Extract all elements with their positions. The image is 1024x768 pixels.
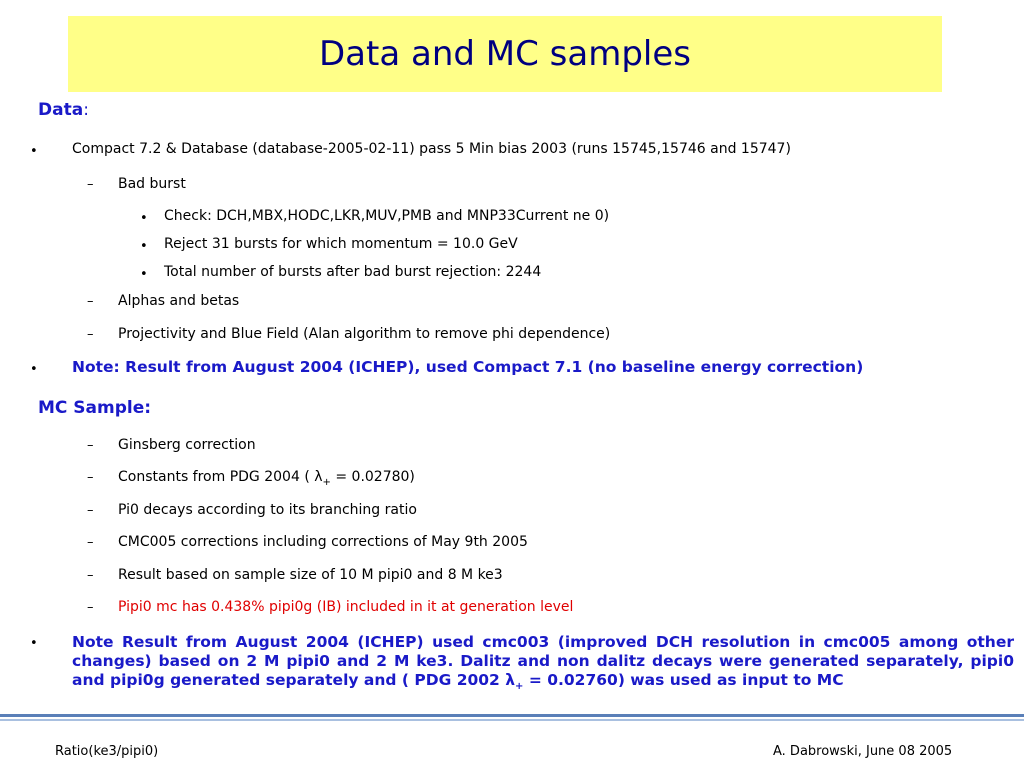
title-banner <box>68 16 942 92</box>
note-mc-tail: = 0.02760) was used as input to MC <box>523 671 844 689</box>
note-mc <box>72 633 1014 696</box>
constants-text: Constants from PDG 2004 ( λ <box>118 469 323 485</box>
bad-burst-item: Bad burst <box>118 176 186 192</box>
bullet-marker: • <box>140 239 148 254</box>
note-data: Note: Result from August 2004 (ICHEP), used Compact 7.1 (no baseline energy correction) <box>72 358 864 376</box>
dash-marker: – <box>87 327 94 342</box>
data-bullet-compact: Compact 7.2 & Database (database-2005-02-11) pass 5 Min bias 2003 (runs 15745,15746 and 15747) <box>72 141 791 157</box>
data-heading <box>38 100 89 120</box>
bullet-marker: • <box>140 267 148 282</box>
result-size-item: Result based on sample size of 10 M pipi0 and 8 M ke3 <box>118 567 503 583</box>
check-item: Check: DCH,MBX,HODC,LKR,MUV,PMB and MNP33Current ne 0) <box>164 208 610 224</box>
dash-marker: – <box>87 568 94 583</box>
dash-marker: – <box>87 294 94 309</box>
constants-item <box>118 469 415 488</box>
cmc005-item: CMC005 corrections including corrections of May 9th 2005 <box>118 534 528 550</box>
slide-title: Data and MC samples <box>319 34 691 74</box>
bullet-marker: • <box>30 144 38 159</box>
alphas-item: Alphas and betas <box>118 293 240 309</box>
mc-heading: MC Sample: <box>38 398 152 418</box>
dash-marker: – <box>87 470 94 485</box>
dash-marker: – <box>87 503 94 518</box>
footer-rule <box>0 714 1024 717</box>
note-mc-subscript: + <box>515 681 524 693</box>
bullet-marker: • <box>30 636 38 651</box>
dash-marker: – <box>87 600 94 615</box>
footer-left: Ratio(ke3/pipi0) <box>55 744 159 759</box>
reject-item: Reject 31 bursts for which momentum = 10.0 GeV <box>164 236 518 252</box>
pi0-decays-item: Pi0 decays according to its branching ratio <box>118 502 417 518</box>
footer-right: A. Dabrowski, June 08 2005 <box>773 744 953 759</box>
lambda-subscript: + <box>322 476 331 488</box>
footer-rule-light <box>0 719 1024 721</box>
note-mc-text: Note Result from August 2004 (ICHEP) used cmc003 (improved DCH resolution in cmc005 among other changes) based on 2 M pipi0 and 2 M ke3. Dalitz and non dalitz decays were generated separately, pipi0 and pipi0g generated separately and ( PDG 2002 λ <box>72 633 1014 689</box>
bullet-marker: • <box>140 211 148 226</box>
pipi0-mc-item: Pipi0 mc has 0.438% pipi0g (IB) included in it at generation level <box>118 599 574 615</box>
dash-marker: – <box>87 177 94 192</box>
dash-marker: – <box>87 535 94 550</box>
data-heading-colon: : <box>83 100 89 120</box>
ginsberg-item: Ginsberg correction <box>118 437 256 453</box>
dash-marker: – <box>87 438 94 453</box>
total-bursts-item: Total number of bursts after bad burst rejection: 2244 <box>164 264 542 280</box>
constants-value: = 0.02780) <box>330 469 415 485</box>
bullet-marker: • <box>30 362 38 377</box>
projectivity-item: Projectivity and Blue Field (Alan algorithm to remove phi dependence) <box>118 326 611 342</box>
data-heading-label: Data <box>38 100 84 120</box>
